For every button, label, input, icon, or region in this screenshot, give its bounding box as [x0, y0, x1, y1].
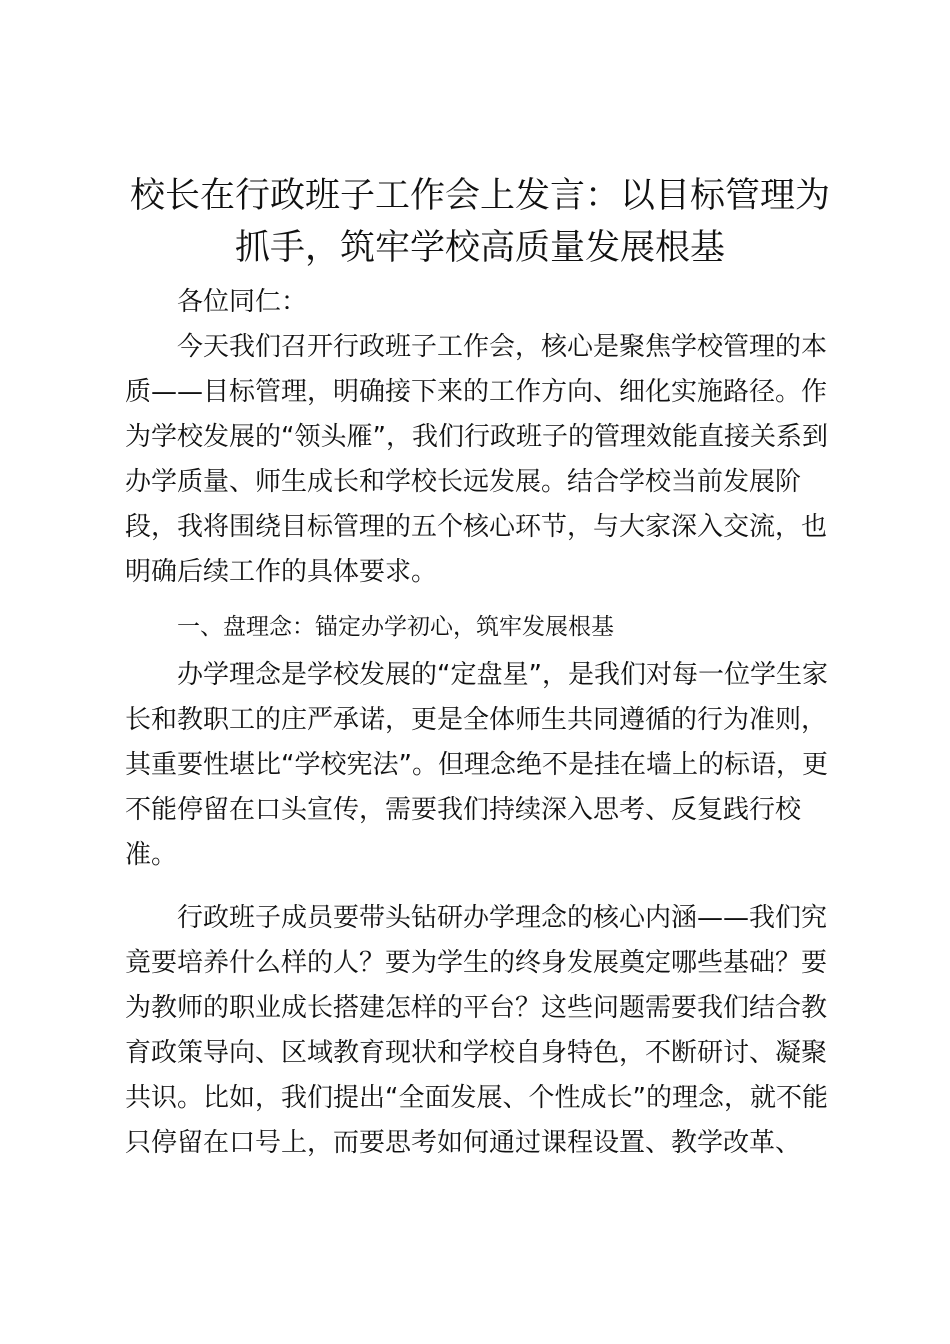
- body-paragraph: 行政班子成员要带头钻研办学理念的核心内涵——我们究竟要培养什么样的人？要为学生的终身发展奠定哪些基础？要为教师的职业成长搭建怎样的平台？这些问题需要我们结合教育政策导向、区域教育现状和学校自身特色，不断研讨、凝聚共识。比如，我们提出“全面发展、个性成长”的理念，就不能只停留在口号上，而要思考如何通过课程设置、教学改革、: [125, 903, 828, 1158]
- title-line-2: 抓手，筑牢学校高质量发展根基: [234, 228, 725, 268]
- salutation: 各位同仁：: [177, 287, 308, 317]
- document-title: [110, 170, 850, 274]
- document-body: [125, 280, 840, 1166]
- title-line-1: 校长在行政班子工作会上发言：以目标管理为: [129, 176, 830, 216]
- intro-paragraph: 今天我们召开行政班子工作会，核心是聚焦学校管理的本质——目标管理，明确接下来的工作方向、细化实施路径。作为学校发展的“领头雁”，我们行政班子的管理效能直接关系到办学质量、师生成长和学校长远发展。结合学校当前发展阶段，我将围绕目标管理的五个核心环节，与大家深入交流，也明确后续工作的具体要求。: [125, 332, 828, 587]
- body-paragraph: 办学理念是学校发展的“定盘星”，是我们对每一位学生家长和教职工的庄严承诺，更是全体师生共同遵循的行为准则，其重要性堪比“学校宪法”。但理念绝不是挂在墙上的标语，更不能停留在口头宣传，需要我们持续深入思考、反复践行校准。: [125, 660, 828, 870]
- section-heading: 一、盘理念：锚定办学初心，筑牢发展根基: [177, 614, 614, 640]
